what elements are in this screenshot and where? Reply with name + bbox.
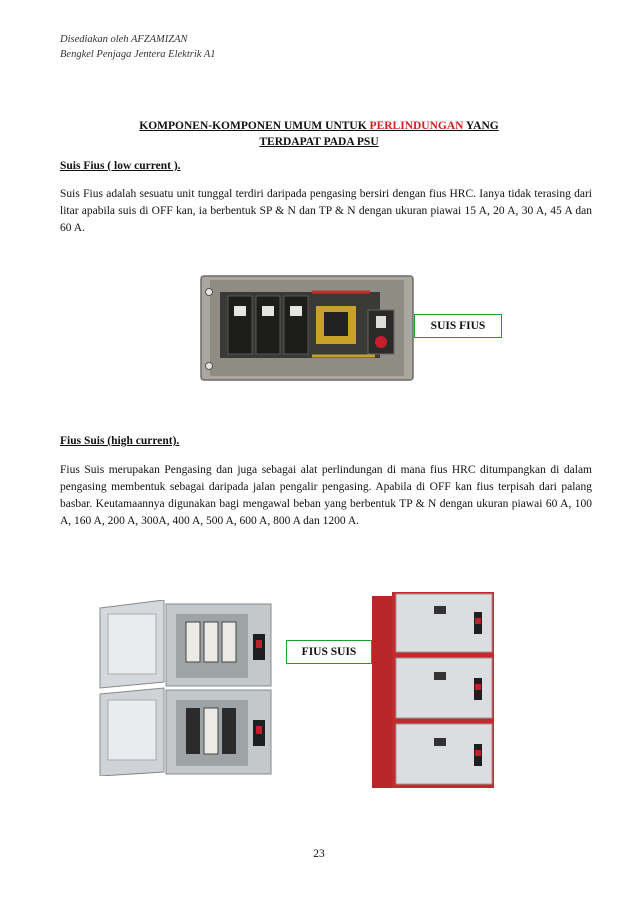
section2-heading: Fius Suis (high current).	[60, 435, 180, 447]
suis-fius-photo	[200, 272, 415, 384]
section2-paragraph: Fius Suis merupakan Pengasing dan juga sebagai alat perlindungan di mana fius HRC ditumpangkan di dalam pengasing membentuk sebagai daripada jalan pengalir pengasing. Apabila di OFF kan fius terpisah dari palang basbar. Keutamaannya digunakan bagi mengawal beban yang berbentuk TP & N dengan ukuran piawai 60 A, 100 A, 160 A, 200 A, 300A, 400 A, 500 A, 600 A, 800 A dan 1200 A.	[60, 464, 592, 527]
fius-suis-label: FIUS SUIS	[286, 640, 372, 664]
title-part1: KOMPONEN-KOMPONEN UMUM UNTUK	[139, 120, 370, 132]
page-title	[60, 118, 578, 150]
title-part2: YANG	[463, 120, 499, 132]
document-workshop: Bengkel Penjaga Jentera Elektrik A1	[60, 49, 216, 60]
title-highlight: PERLINDUNGAN	[369, 120, 464, 132]
document-author: Disediakan oleh AFZAMIZAN	[60, 34, 188, 45]
fius-suis-open-photo	[98, 600, 273, 776]
section1-paragraph: Suis Fius adalah sesuatu unit tunggal terdiri daripada pengasing bersiri dengan fius HRC. Ianya tidak terasing dari litar apabila suis di OFF kan, ia berbentuk SP & N dan TP & N dengan ukuran piawai 15 A, 20 A, 30 A, 45 A dan 60 A.	[60, 188, 592, 234]
page-number: 23	[313, 848, 325, 860]
fius-suis-cabinet-photo	[370, 590, 496, 790]
suis-fius-label: SUIS FIUS	[414, 314, 502, 338]
section1-heading: Suis Fius ( low current ).	[60, 160, 181, 172]
title-line2: TERDAPAT PADA PSU	[259, 136, 379, 148]
